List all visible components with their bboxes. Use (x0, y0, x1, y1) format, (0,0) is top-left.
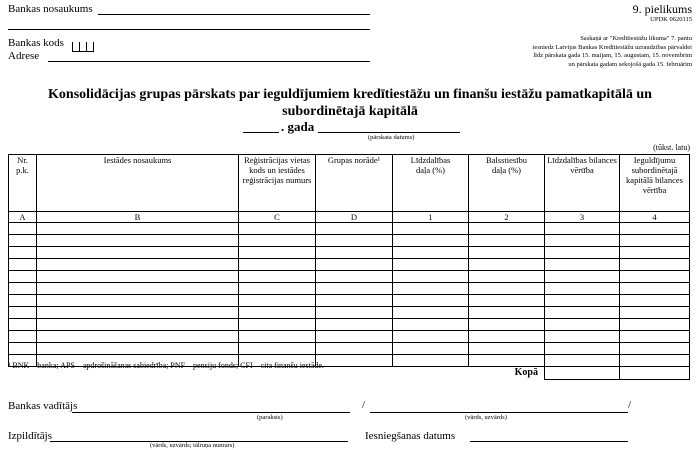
column-code: B (37, 212, 239, 223)
table-row[interactable] (9, 223, 690, 235)
col-header: Reģistrācijas vietas kods un iestādes reģistrācijas numurs (239, 155, 316, 212)
total-participation-value[interactable] (545, 367, 620, 380)
submission-date-line[interactable] (470, 441, 628, 442)
table-row[interactable] (9, 271, 690, 283)
column-code: C (239, 212, 316, 223)
bank-name-line-2[interactable] (8, 29, 370, 30)
submission-note (533, 35, 692, 69)
total-label: Kopā (514, 367, 538, 378)
signature-caption: (paraksts) (257, 414, 283, 421)
column-code: 1 (393, 212, 469, 223)
head-name-caption: (vārds, uzvārds) (465, 414, 507, 421)
year-suffix: . gada (281, 119, 315, 134)
table-row[interactable] (9, 247, 690, 259)
report-date-line[interactable] (318, 132, 460, 133)
report-title-line2: subordinētajā kapitālā (282, 104, 418, 119)
table-row[interactable] (9, 331, 690, 343)
unit-label: (tūkst. latu) (653, 143, 690, 152)
appendix-title: 9. pielikums (632, 2, 692, 16)
col-header: Iestādes nosaukums (37, 155, 239, 212)
table-row[interactable] (9, 295, 690, 307)
column-code: 2 (469, 212, 545, 223)
col-header: Ieguldījumu subordinētajā kapitālā bilances vērtība (620, 155, 690, 212)
head-name-line[interactable] (370, 412, 628, 413)
column-code: 4 (620, 212, 690, 223)
separator-right: / (628, 399, 632, 411)
bank-name-line[interactable] (98, 14, 370, 15)
column-code: 3 (545, 212, 620, 223)
col-header: Grupas norāde¹ (316, 155, 393, 212)
form-code: UPDK 0620115 (650, 16, 692, 23)
table-header-row (9, 155, 690, 212)
col-header: Līdzdalības bilances vērtība (545, 155, 620, 212)
note-line: iesniedz Latvijas Bankas Kredītiestāžu uzraudzības pārvaldei (532, 43, 692, 51)
column-code-row (9, 212, 690, 223)
address-line[interactable] (48, 61, 370, 62)
note-line: un pārskata gadam sekojošā gada 15. februārim (568, 60, 692, 68)
bank-code-boxes[interactable] (72, 38, 94, 56)
footnote: ¹ BNK – banka; APS – apdrošināšanas sabiedrība; PNF – pensiju fonds; CFI – cita finanšu iestāde. (8, 361, 324, 370)
address-label: Adrese (8, 50, 40, 62)
note-line: Saskaņā ar "Kredītiestāžu likuma" 7. pantu (580, 35, 692, 42)
total-subordinated-value[interactable] (620, 367, 690, 380)
table-row[interactable] (9, 283, 690, 295)
col-header: Līdzdalības daļa (%) (393, 155, 469, 212)
bank-head-label: Bankas vadītājs (8, 400, 78, 412)
col-header: Nr. p.k. (9, 155, 37, 212)
signature-line[interactable] (72, 412, 350, 413)
table-row[interactable] (9, 259, 690, 271)
executor-label: Izpildītājs (8, 430, 52, 442)
column-code: A (9, 212, 37, 223)
note-line: līdz pārskata gada 15. maijam, 15. augustam, 15. novembrim (533, 52, 692, 59)
table-row[interactable] (9, 307, 690, 319)
column-code: D (316, 212, 393, 223)
separator-left: / (362, 399, 366, 411)
report-title-line1: Konsolidācijas grupas pārskats par ieguldījumiem kredītiestāžu un finanšu iestāžu pamatkapitālā un (48, 87, 652, 102)
table-row[interactable] (9, 235, 690, 247)
report-title (0, 86, 700, 120)
holdings-table (8, 154, 690, 380)
table-row[interactable] (9, 343, 690, 355)
col-header: Balsstiesību daļa (%) (469, 155, 545, 212)
table-row[interactable] (9, 319, 690, 331)
report-date-caption: (pārskata datums) (368, 134, 415, 141)
executor-caption: (vārds, uzvārds; tālruņa numurs) (150, 442, 235, 449)
bank-name-label: Bankas nosaukums (8, 3, 93, 15)
bank-code-label: Bankas kods (8, 37, 64, 49)
submission-date-label: Iesniegšanas datums (365, 430, 456, 442)
year-input-line[interactable] (243, 132, 279, 133)
